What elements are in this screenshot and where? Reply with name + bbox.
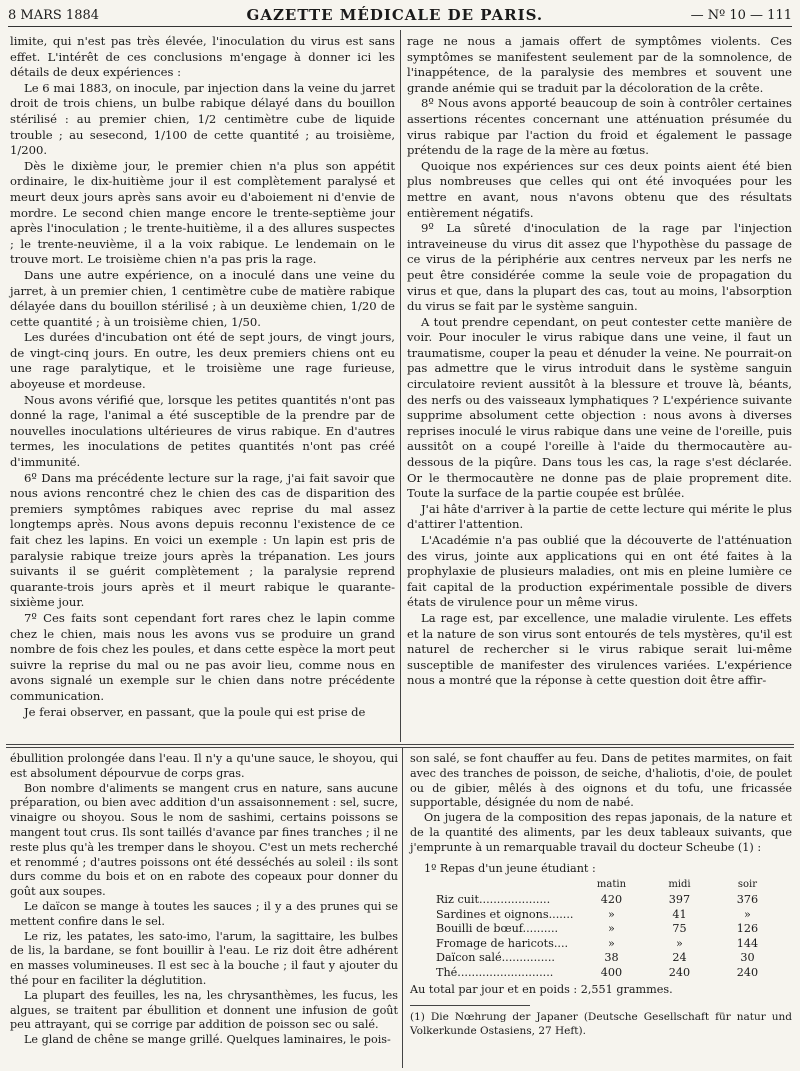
bottom-right-column xyxy=(410,752,792,1038)
column-divider xyxy=(400,30,401,742)
paragraph: son salé, se font chauffer au feu. Dans de petites marmites, on fait avec des tranches de poisson, de seiche, d'haliotis, d'oie, de poulet ou de gibier, mêlés à des oignons et du tofu, une fricassée supportable, désignée du nom de nabé. xyxy=(410,752,792,810)
paragraph: Le gland de chêne se mange grillé. Quelques laminaires, le pois- xyxy=(24,1033,391,1047)
header-title: GAZETTE MÉDICALE DE PARIS. xyxy=(246,6,544,24)
top-left-column xyxy=(10,34,395,720)
header-number: — Nº 10 — 111 xyxy=(690,7,792,23)
table-cell: Bouilli de bœuf.......... xyxy=(436,922,559,936)
section-divider xyxy=(6,747,794,748)
table-row xyxy=(432,922,781,937)
paragraph: Le daïcon se mange à toutes les sauces ; il y a des prunes qui se mettent confire dans le sel. xyxy=(10,899,398,928)
paragraph: A tout prendre cependant, on peut contester cette manière de voir. Pour inoculer le virus rabique dans une veine, il faut un traumatisme, couper la peau et dénuder la veine. Ne pourrait-on pas admettre que le virus introduit dans le système sanguin circulatoire revient aussitôt à la blessure et trouve là, béants, des nerfs ou des vaisseaux lymphatiques ? L'expérience suivante supprime absolument cette objection : nous avons à diverses reprises inoculé le virus rabique dans une veine de l'oreille, puis aussitôt on a coupé l'oreille à l'aide du thermocautère au-dessous de la piqûre. Dans tous les cas, la rage s'est déclarée. Or le thermocautère ne donne pas de plaie proprement dite. Toute la surface de la partie coupée est brûlée. xyxy=(407,314,792,501)
table-total: Au total par jour et en poids : 2,551 grammes. xyxy=(410,982,673,996)
table-cell: 240 xyxy=(668,965,691,979)
table-cell: Fromage de haricots.... xyxy=(436,936,569,950)
table-cell: Riz cuit.................... xyxy=(436,892,551,906)
table-cell: » xyxy=(608,936,615,950)
table-cell: 420 xyxy=(600,892,623,906)
table-cell: 41 xyxy=(672,907,687,921)
table-cell: 38 xyxy=(604,951,619,965)
table-row xyxy=(432,893,781,908)
paragraph: limite, qui n'est pas très élevée, l'inoculation du virus est sans effet. L'intérêt de ces conclusions m'engage à donner ici les détails de deux expériences : xyxy=(10,34,395,80)
table-row xyxy=(432,937,781,952)
paragraph: La rage est, par excellence, une maladie virulente. Les effets et la nature de son virus sont entourés de tels mystères, qu'il est naturel de rechercher si le virus rabique serait lui-même susceptible de manifester des virulences variées. L'expérience nous a montré que la réponse à cette question doit être affir- xyxy=(407,610,792,688)
table-cell: 30 xyxy=(740,951,755,965)
paragraph: Les durées d'incubation ont été de sept jours, de vingt jours, de vingt-cinq jours. En outre, les deux premiers chiens ont eu une rage paralytique, et le troisième une rage furieuse, aboyeuse et mordeuse. xyxy=(10,330,395,392)
table-title: 1º Repas d'un jeune étudiant : xyxy=(424,861,596,875)
table-cell: 376 xyxy=(736,892,759,906)
paragraph: J'ai hâte d'arriver à la partie de cette lecture qui mérite le plus d'attirer l'attention. xyxy=(407,501,792,532)
paragraph: ébullition prolongée dans l'eau. Il n'y a qu'une sauce, le shoyou, qui est absolument dépourvue de corps gras. xyxy=(10,752,398,780)
paragraph: 8º Nous avons apporté beaucoup de soin à contrôler certaines assertions récentes concernant une atténuation présumée du virus rabique par l'action du froid et également le passage prétendu de la rage de la mère au fœtus. xyxy=(407,96,792,158)
paragraph: Nous avons vérifié que, lorsque les petites quantités n'ont pas donné la rage, l'animal a été susceptible de la prendre par de nouvelles inoculations ultérieures de virus rabique. En d'autres termes, les inoculations de petites quantités n'ont pas créé d'immunité. xyxy=(10,392,395,470)
table-cell: Thé........................... xyxy=(436,965,554,979)
table-cell: 75 xyxy=(672,922,687,936)
paragraph: Dès le dixième jour, le premier chien n'a plus son appétit ordinaire, le dix-huitième jour il est complètement paralysé et meurt deux jours après sans avoir eu d'aboiement ni d'envie de mordre. Le second chien mange encore le trente-septième jour après l'inoculation ; le trente-huitième, il a des allures suspectes ; le trente-neuvième, il a la voix rabique. Le lendemain on le trouve mort. Le troisième chien n'a pas pris la rage. xyxy=(10,158,395,267)
table-cell: 24 xyxy=(672,951,687,965)
paragraph: Dans une autre expérience, on a inoculé dans une veine du jarret, à un premier chien, 1 centimètre cube de matière rabique délayée dans du bouillon stérilisé ; à un deuxième chien, 1/20 de cette quantité ; à un troisième chien, 1/50. xyxy=(10,267,395,329)
table-cell: » xyxy=(744,907,751,921)
footnote: (1) Die Nœhrung der Japaner (Deutsche Gesellschaft für natur und Volkerkunde Ostasiens, 27 Heft). xyxy=(410,1011,792,1038)
table-cell: Sardines et oignons....... xyxy=(436,907,574,921)
paragraph: Le 6 mai 1883, on inocule, par injection dans la veine du jarret droit de trois chiens, un bulbe rabique délayé dans du bouillon stérilisé : au premier chien, 1/2 centimètre cube de liquide trouble ; au sesecond, 1/100 de cette quantité ; au troisième, 1/200. xyxy=(10,80,395,158)
paragraph: Le riz, les patates, les sato-imo, l'arum, la sagittaire, les bulbes de lis, la bardane, se font bouillir à l'eau. Le riz doit être adhérent en masses volumineuses. Il est sec à la bouche ; il faut y ajouter du thé pour en faciliter la déglutition. xyxy=(10,929,398,987)
paragraph: Bon nombre d'aliments se mangent crus en nature, sans aucune préparation, ou bien avec addition d'un assaisonnement : sel, sucre, vinaigre ou shoyou. Sous le nom de sashimi, certains poissons se mangent tout crus. Ils sont taillés d'avance par fines tranches ; il ne reste plus qu'à les tremper dans le shoyou. C'est un mets recherché et renommé ; d'autres poissons ont été desséchés au soleil : ils sont durs comme du bois et on en rabote des copeaux pour donner du goût aux soupes. xyxy=(10,781,398,899)
table-cell: 126 xyxy=(736,922,759,936)
paragraph: 6º Dans ma précédente lecture sur la rage, j'ai fait savoir que nous avions rencontré chez le chien des cas de disparition des premiers symptômes rabiques avec reprise du mal assez longtemps après. Nous avons depuis reconnu l'existence de ce fait chez les lapins. En voici un exemple : Un lapin est pris de paralysie rabique treize jours après la trépanation. Les jours suivants il se guérit complètement ; la paralysie reprend quarante-trois jours après et il meurt rabique le quarante-sixième jour. xyxy=(10,470,395,610)
meals-table xyxy=(432,878,781,980)
bottom-left-column xyxy=(10,752,398,1048)
table-cell: » xyxy=(676,936,683,950)
table-cell: 397 xyxy=(668,892,691,906)
table-header: matin xyxy=(596,879,627,891)
paragraph: 7º Ces faits sont cependant fort rares chez le lapin comme chez le chien, mais nous les avons vus se produire un grand nombre de fois chez les poules, et dans cette espèce la mort peut suivre la reprise du mal ou ne pas avoir lieu, comme nous en avons signalé un exemple sur le chien dans notre précédente communication. xyxy=(10,610,395,703)
table-cell: 144 xyxy=(736,936,759,950)
header-date: 8 MARS 1884 xyxy=(8,7,100,23)
table-header-row xyxy=(432,878,781,893)
paragraph: La plupart des feuilles, les na, les chrysanthèmes, les fucus, les algues, se traitent par ébullition et donnent une infusion de goût peu attrayant, qui se corrige par addition de poisson sec ou salé. xyxy=(10,988,398,1032)
paragraph: 9º La sûreté d'inoculation de la rage par l'injection intraveineuse du virus dit assez que l'hypothèse du passage de ce virus de la périphérie aux centres nerveux par les nerfs ne peut être considérée comme la seule voie de propagation du virus et que, dans la plupart des cas, tout au moins, l'absorption du virus se fait par le système sanguin. xyxy=(407,221,792,314)
column-divider xyxy=(402,748,403,1068)
page-header xyxy=(8,4,792,27)
top-right-column xyxy=(407,34,792,689)
table-cell: » xyxy=(608,922,615,936)
table-row xyxy=(432,951,781,966)
table-cell: 240 xyxy=(736,965,759,979)
table-header: midi xyxy=(668,879,691,891)
table-row xyxy=(432,908,781,923)
table-cell: » xyxy=(608,907,615,921)
paragraph: L'Académie n'a pas oublié que la découverte de l'atténuation des virus, jointe aux applications qui en ont été faites à la prophylaxie de plusieurs maladies, ont mis en pleine lumière ce fait capital de la production expérimentale possible de divers états de virulence pour un même virus. xyxy=(407,533,792,610)
table-header: soir xyxy=(737,879,758,891)
paragraph: rage ne nous a jamais offert de symptômes violents. Ces symptômes se manifestent seulement par de la somnolence, de l'inappétence, de la paralysie des membres et souvent une grande anémie qui se traduit par la décoloration de la crête. xyxy=(407,34,792,95)
footnote-divider xyxy=(410,1005,530,1006)
table-cell: Daïcon salé............... xyxy=(436,951,555,965)
table-header xyxy=(432,878,577,893)
table-row xyxy=(432,966,781,981)
paragraph: Je ferai observer, en passant, que la poule qui est prise de xyxy=(24,704,366,719)
section-divider xyxy=(6,744,794,745)
paragraph: On jugera de la composition des repas japonais, de la nature et de la quantité des aliments, par les deux tableaux suivants, que j'emprunte à un remarquable travail du docteur Scheube (1) : xyxy=(410,811,792,854)
table-cell: 400 xyxy=(600,965,623,979)
paragraph: Quoique nos expériences sur ces deux points aient été bien plus nombreuses que celles qui ont été invoquées pour les mettre en avant, nous n'avons obtenu que des résultats entièrement négatifs. xyxy=(407,158,792,220)
